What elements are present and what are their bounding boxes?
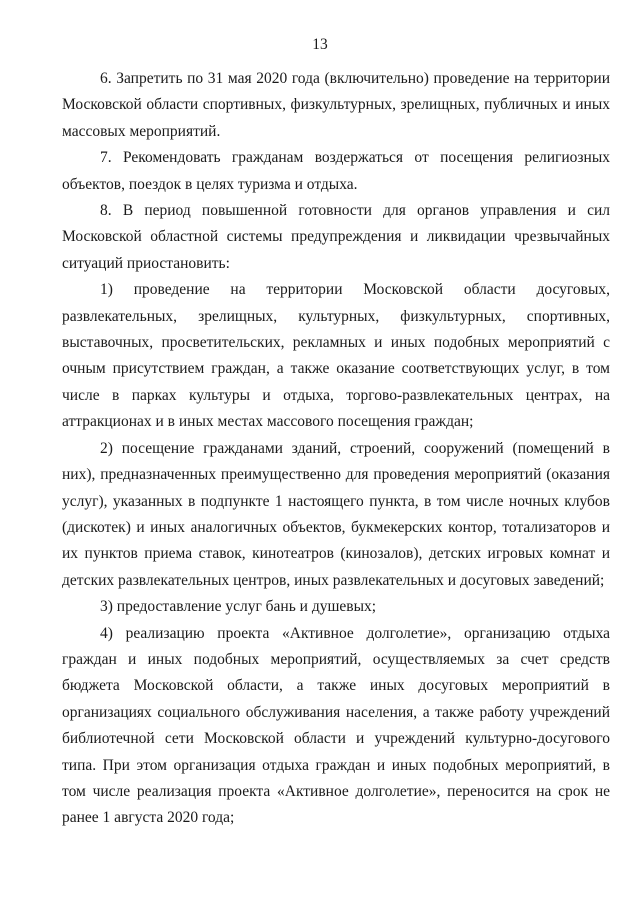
subparagraph-3: 3) предоставление услуг бань и душевых; (100, 598, 377, 616)
paragraph-item-8: 8. В период повышенной готовности для органов управления и сил Московской областной системы предупреждения и ликвидации чрезвычайных ситуаций приостановить: (62, 202, 610, 272)
paragraph-item-6: 6. Запретить по 31 мая 2020 года (включительно) проведение на территории Московской области спортивных, физкультурных, зрелищных, публичных и иных массовых мероприятий. (62, 70, 610, 140)
document-body (62, 66, 610, 832)
paragraph-item-7: 7. Рекомендовать гражданам воздержаться от посещения религиозных объектов, поездок в целях туризма и отдыха. (62, 149, 610, 193)
subparagraph-1: 1) проведение на территории Московской области досуговых, развлекательных, зрелищных, культурных, физкультурных, спортивных, выставочных, просветительских, рекламных и иных подобных мероприятий с очным присутствием граждан, а также оказание соответствующих услуг, в том числе в парках культуры и отдыха, торгово-развлекательных центрах, на аттракционах и в иных местах массового посещения граждан; (62, 281, 610, 431)
page-number: 13 (312, 36, 328, 53)
subparagraph-4: 4) реализацию проекта «Активное долголетие», организацию отдыха граждан и иных подобных мероприятий, осуществляемых за счет средств бюджета Московской области, а также иных досуговых мероприятий в организациях социального обслуживания населения, а также работу учреждений библиотечной сети Московской области и учреждений культурно-досугового типа. При этом организация отдыха граждан и иных подобных мероприятий, в том числе реализация проекта «Активное долголетие», переносится на срок не ранее 1 августа 2020 года; (62, 624, 610, 827)
subparagraph-2: 2) посещение гражданами зданий, строений, сооружений (помещений в них), предназначенных преимущественно для проведения мероприятий (оказания услуг), указанных в подпункте 1 настоящего пункта, в том числе ночных клубов (дискотек) и иных аналогичных объектов, букмекерских контор, тотализаторов и их пунктов приема ставок, кинотеатров (кинозалов), детских игровых комнат и детских развлекательных центров, иных развлекательных и досуговых заведений; (62, 439, 610, 589)
